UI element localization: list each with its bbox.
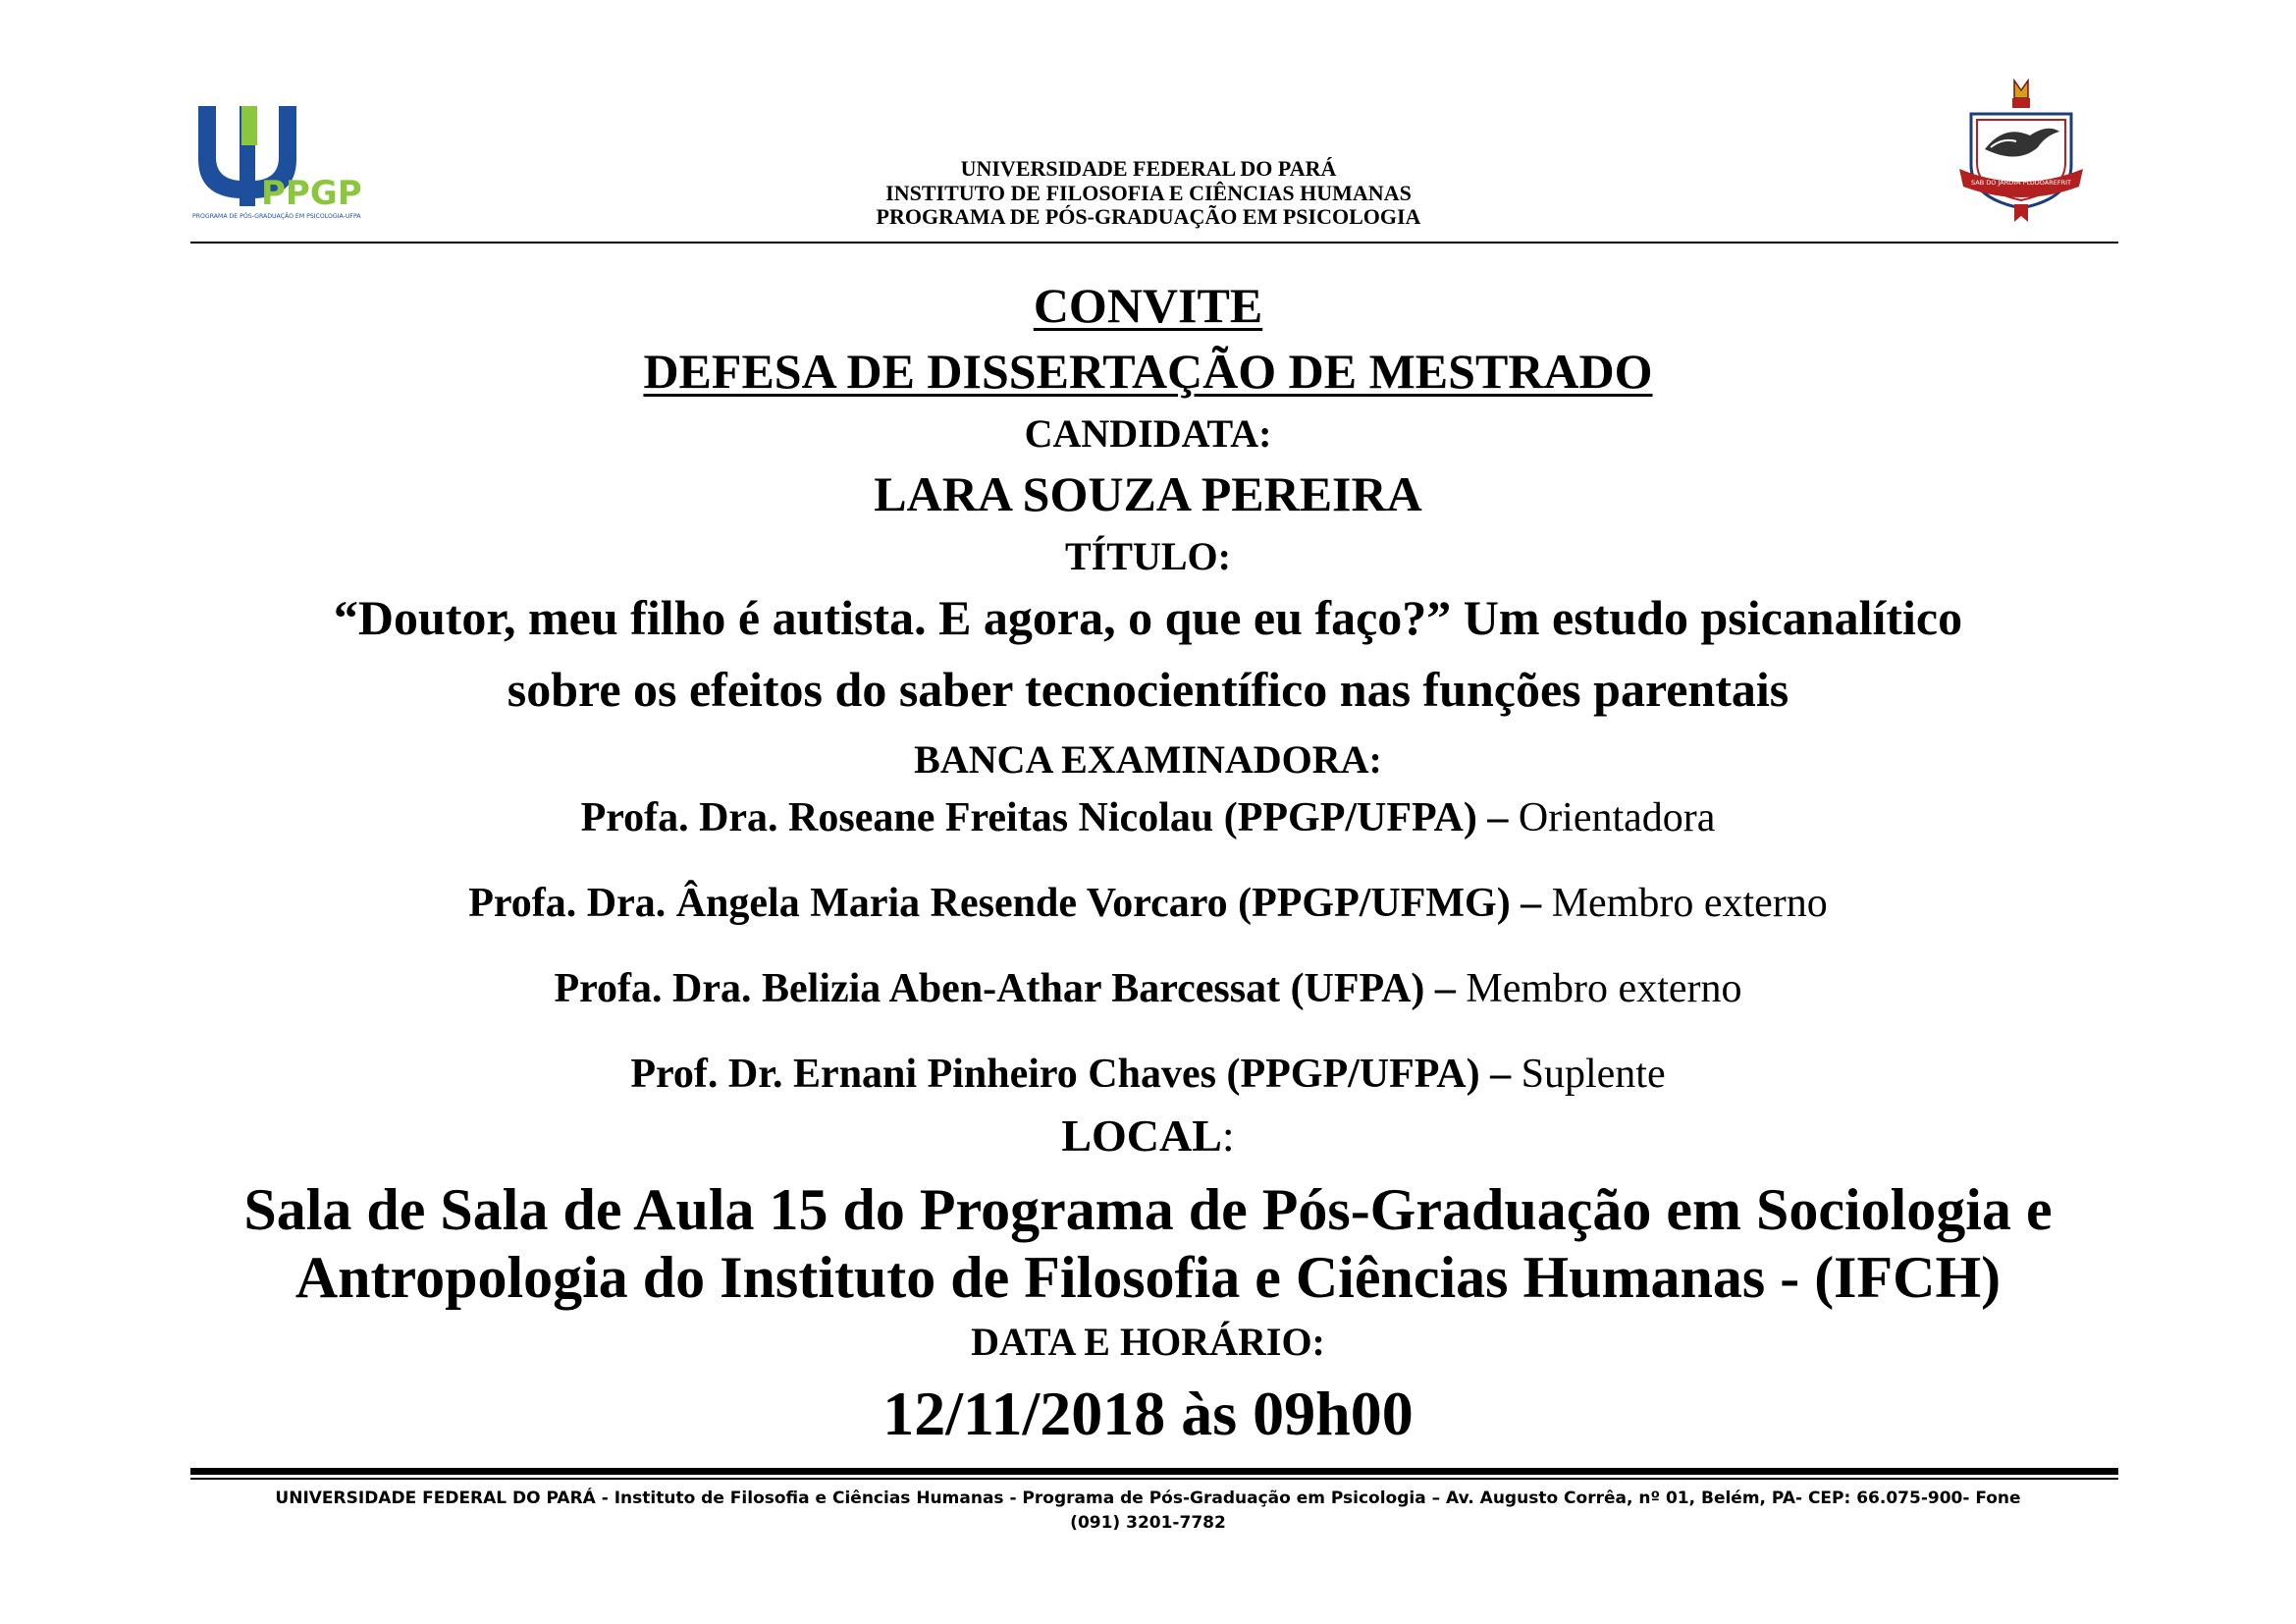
board-member-name: Prof. Dr. Ernani Pinheiro Chaves (PPGP/UFPA) –	[630, 1052, 1512, 1097]
header-university: UNIVERSIDADE FEDERAL DO PARÁ	[960, 156, 1337, 181]
header-divider	[190, 242, 2118, 244]
board-member-name: Profa. Dra. Ângela Maria Resende Vorcaro (PPGP/UFMG) –	[468, 881, 1542, 926]
ufpa-coat-of-arms-icon	[1955, 79, 2087, 224]
footer-phone: (091) 3201-7782	[1070, 1513, 1226, 1533]
board-member-role: Orientadora	[1508, 795, 1716, 840]
footer-address: UNIVERSIDADE FEDERAL DO PARÁ - Instituto de Filosofia e Ciências Humanas - Programa de Pós-Graduação em Psicologia – Av. Augusto Corrêa, nº 01, Belém, PA- CEP: 66.075-900- Fone	[275, 1489, 2021, 1508]
local-line2: Antropologia do Instituto de Filosofia e Ciências Humanas - (IFCH)	[294, 1245, 2002, 1310]
datetime-value: 12/11/2018 às 09h00	[882, 1379, 1414, 1448]
board-member	[0, 965, 2296, 1012]
local-label: LOCAL:	[1061, 1110, 1235, 1161]
datetime-label: DATA E HORÁRIO:	[971, 1320, 1325, 1364]
invite-subheading: DEFESA DE DISSERTAÇÃO DE MESTRADO	[643, 344, 1653, 399]
ppgp-logo	[192, 102, 362, 220]
board-member-name: Profa. Dra. Roseane Freitas Nicolau (PPGP/UFPA) –	[580, 795, 1509, 840]
coat-of-arms-banner: SAB DO JARDIM PLUDOAREFRIT	[1971, 179, 2071, 187]
ppgp-logo-text: PPGP	[261, 174, 362, 213]
invite-heading: CONVITE	[1033, 278, 1263, 333]
local-line1: Sala de Sala de Aula 15 do Programa de Pós-Graduação em Sociologia e	[243, 1177, 2053, 1242]
board-member	[0, 794, 2296, 841]
board-label: BANCA EXAMINADORA:	[914, 737, 1382, 782]
candidate-label: CANDIDATA:	[1024, 411, 1272, 456]
board-member-name: Profa. Dra. Belizia Aben-Athar Barcessat (UFPA) –	[554, 966, 1456, 1011]
ppgp-logo-subtext: PROGRAMA DE PÓS-GRADUAÇÃO EM PSICOLOGIA-UFPA	[192, 213, 361, 220]
title-label: TÍTULO:	[1065, 534, 1231, 578]
board-member	[0, 1051, 2296, 1098]
header-program: PROGRAMA DE PÓS-GRADUAÇÃO EM PSICOLOGIA	[876, 204, 1421, 229]
footer-divider-thick	[190, 1468, 2118, 1475]
candidate-name: LARA SOUZA PEREIRA	[874, 466, 1422, 521]
footer-divider-thin	[190, 1478, 2118, 1480]
header-institute: INSTITUTO DE FILOSOFIA E CIÊNCIAS HUMANAS	[885, 181, 1412, 205]
board-member-role: Membro externo	[1455, 966, 1742, 1011]
board-member	[0, 880, 2296, 927]
dissertation-title-line1: “Doutor, meu filho é autista. E agora, o que eu faço?” Um estudo psicanalítico	[333, 590, 1963, 645]
board-member-role: Suplente	[1511, 1052, 1666, 1097]
dissertation-title-line2: sobre os efeitos do saber tecnocientífico nas funções parentais	[507, 662, 1789, 717]
board-member-role: Membro externo	[1541, 881, 1828, 926]
